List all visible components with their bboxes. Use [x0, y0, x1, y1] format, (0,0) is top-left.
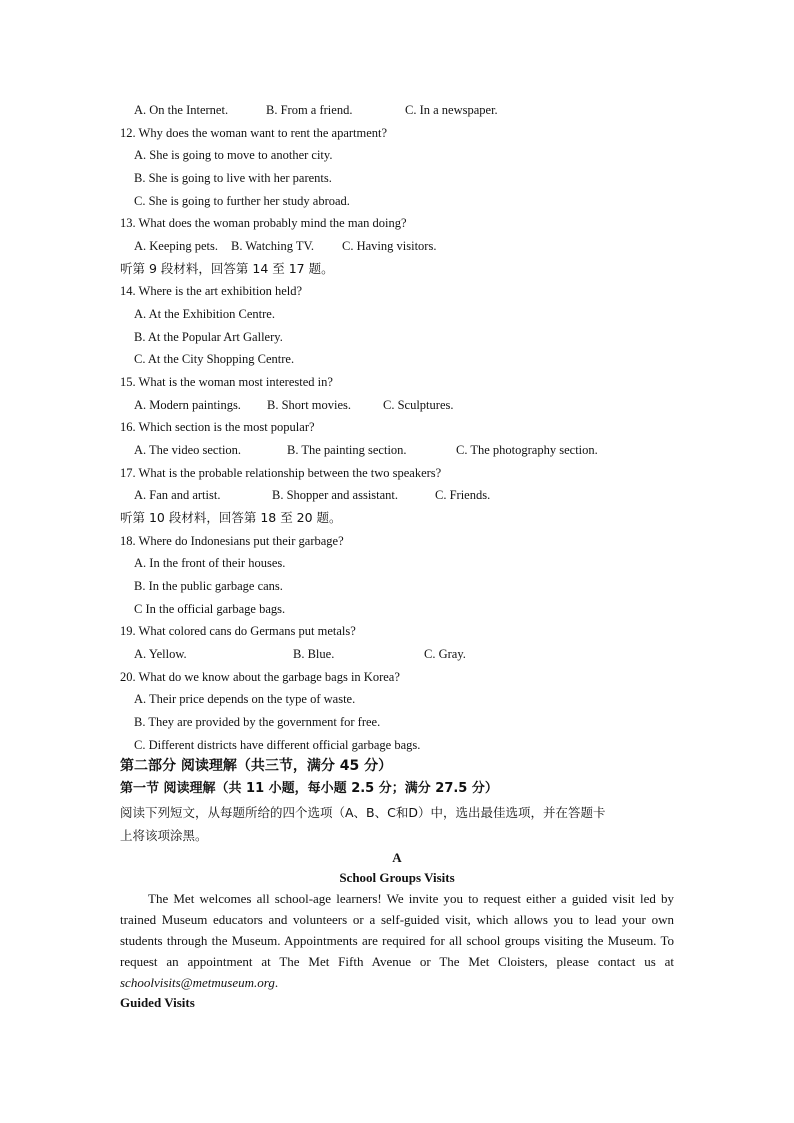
passage-letter: A: [392, 850, 402, 865]
question-12: 12. Why does the woman want to rent the apartment?: [120, 126, 388, 140]
instruction-line-1: 阅读下列短文，从每题所给的四个选项（A、B、C和D）中，选出最佳选项，并在答题卡: [120, 805, 606, 820]
option: B. Short movies.: [267, 398, 352, 412]
question-15: 15. What is the woman most interested in?: [120, 375, 333, 389]
option: C. Different districts have different official garbage bags.: [134, 738, 421, 752]
question-20: 20. What do we know about the garbage bags in Korea?: [120, 670, 400, 684]
passage-body: [120, 888, 674, 993]
question-13: 13. What does the woman probably mind the man doing?: [120, 216, 407, 230]
question-14: 14. Where is the art exhibition held?: [120, 284, 303, 298]
option: B. At the Popular Art Gallery.: [134, 330, 283, 344]
option: A. Their price depends on the type of waste.: [134, 692, 356, 706]
q17-options: [134, 487, 490, 503]
option: B. They are provided by the government for free.: [134, 715, 381, 729]
q16-options: [134, 442, 598, 458]
section-10-instruction: 听第 10 段材料，回答第 18 至 20 题。: [120, 510, 342, 525]
option: C. Sculptures.: [383, 398, 454, 412]
question-18: 18. Where do Indonesians put their garbage?: [120, 534, 344, 548]
option: A. Modern paintings.: [134, 398, 241, 412]
passage-end: .: [274, 975, 279, 990]
option: A. At the Exhibition Centre.: [134, 307, 275, 321]
option: B. Blue.: [293, 647, 335, 661]
question-19: 19. What colored cans do Germans put metals?: [120, 624, 356, 638]
guided-visits-heading: Guided Visits: [120, 995, 195, 1010]
option: B. She is going to live with her parents.: [134, 171, 332, 185]
contact-email: schoolvisits@metmuseum.org: [120, 975, 275, 990]
part-2-title: 第二部分 阅读理解（共三节，满分 45 分）: [120, 758, 393, 774]
option: B. In the public garbage cans.: [134, 579, 283, 593]
option: C. In a newspaper.: [405, 103, 498, 117]
option: A. Yellow.: [134, 647, 187, 661]
section-1-title: 第一节 阅读理解（共 11 小题，每小题 2.5 分；满分 27.5 分）: [120, 781, 498, 796]
q13-options: [134, 238, 436, 254]
option: B. Watching TV.: [231, 239, 315, 253]
option: B. The painting section.: [287, 443, 407, 457]
option: B. Shopper and assistant.: [272, 488, 399, 502]
option: C. Friends.: [435, 488, 491, 502]
option: C. Gray.: [424, 647, 466, 661]
option: B. From a friend.: [266, 103, 353, 117]
option: C. The photography section.: [456, 443, 598, 457]
option: C In the official garbage bags.: [134, 602, 286, 616]
option: A. The video section.: [134, 443, 242, 457]
question-16: 16. Which section is the most popular?: [120, 420, 315, 434]
q15-options: [134, 397, 453, 413]
question-17: 17. What is the probable relationship between the two speakers?: [120, 466, 442, 480]
option: A. She is going to move to another city.: [134, 148, 333, 162]
option: A. In the front of their houses.: [134, 556, 286, 570]
passage-title: School Groups Visits: [339, 870, 455, 885]
instruction-line-2: 上将该项涂黑。: [120, 828, 208, 843]
option: C. At the City Shopping Centre.: [134, 352, 295, 366]
option: A. On the Internet.: [134, 103, 229, 117]
passage-body-text: The Met welcomes all school-age learners! We invite you to request either a guided visit led by trained Museum educators and volunteers or a self-guided visit, which allows you to lead your own students through the Museum. Appointments are required for all school groups visiting the Museum. To request an appointment at The Met Fifth Avenue or The Met Cloisters, please contact us at: [120, 891, 674, 969]
option: A. Fan and artist.: [134, 488, 221, 502]
option: C. She is going to further her study abroad.: [134, 194, 350, 208]
option: C. Having visitors.: [342, 239, 437, 253]
section-9-instruction: 听第 9 段材料，回答第 14 至 17 题。: [120, 261, 334, 276]
q11-options: [134, 102, 498, 118]
option: A. Keeping pets.: [134, 239, 219, 253]
q19-options: [134, 646, 466, 662]
